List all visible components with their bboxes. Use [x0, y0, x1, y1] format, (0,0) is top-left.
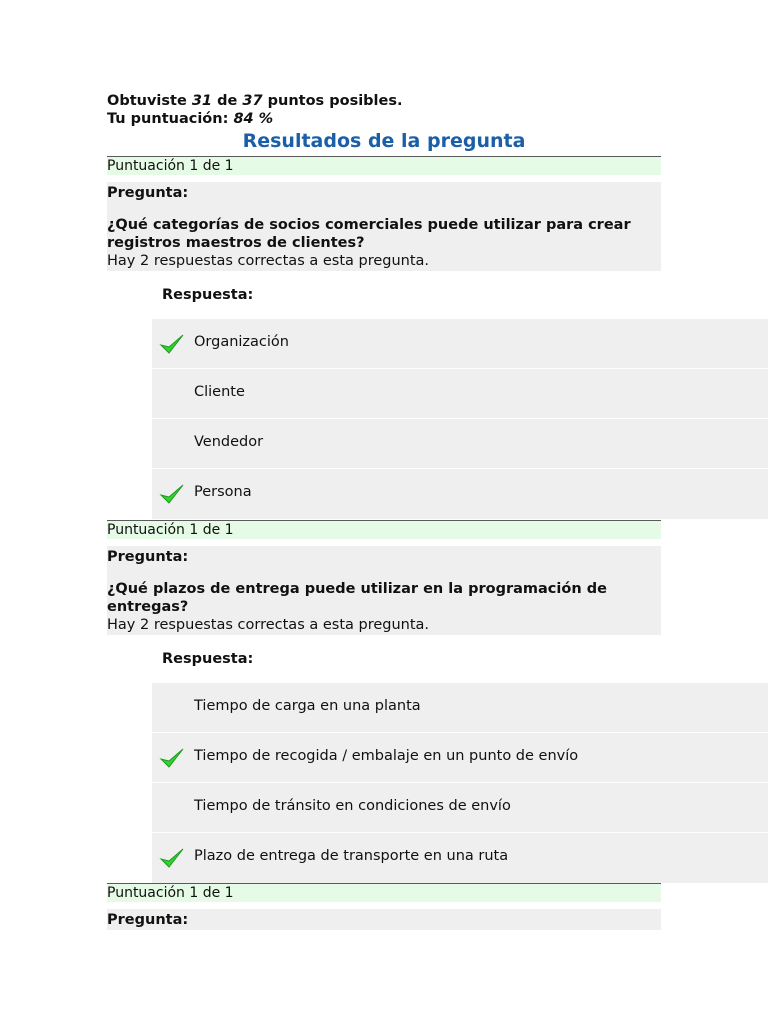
points-line: [107, 92, 667, 110]
score-line: [107, 110, 667, 128]
question-label: Pregunta:: [107, 549, 189, 565]
answer-list: [152, 319, 768, 519]
points-mid: de: [217, 93, 238, 109]
question-note: Hay 2 respuestas correctas a esta pregunta.: [107, 617, 430, 633]
answer-text: Tiempo de carga en una planta: [194, 698, 421, 714]
points-earned: 31: [191, 93, 213, 109]
results-title: Resultados de la pregunta: [242, 130, 526, 152]
points-suffix: puntos posibles.: [267, 93, 403, 109]
answer-text: Organización: [194, 334, 289, 350]
question-score: Puntuación 1 de 1: [107, 156, 661, 175]
answer-option: [152, 783, 768, 833]
question-label: Pregunta:: [107, 185, 189, 201]
answer-option: [152, 369, 768, 419]
question-block: [107, 520, 768, 883]
answer-option: [152, 419, 768, 469]
score-label: Tu puntuación:: [107, 111, 229, 127]
question-block: [107, 883, 661, 930]
question-score: Puntuación 1 de 1: [107, 520, 661, 539]
question-text: ¿Qué plazos de entrega puede utilizar en la programación de entregas?: [107, 581, 607, 615]
question-block: [107, 156, 768, 519]
answer-option: [152, 833, 768, 883]
points-possible: 37: [242, 93, 263, 109]
answer-list: [152, 683, 768, 883]
answer-label: Respuesta:: [162, 287, 254, 303]
score-value: 84 %: [233, 111, 274, 127]
answer-option: [152, 319, 768, 369]
points-prefix: Obtuviste: [107, 93, 187, 109]
answer-option: [152, 733, 768, 783]
check-icon: [159, 745, 185, 771]
question-label: Pregunta:: [107, 912, 189, 928]
question-box: [107, 182, 661, 271]
question-note: Hay 2 respuestas correctas a esta pregunta.: [107, 253, 430, 269]
answer-text: Vendedor: [194, 434, 264, 450]
check-icon: [159, 481, 185, 507]
answer-text: Cliente: [194, 384, 245, 400]
question-box: [107, 546, 661, 635]
answer-option: [152, 683, 768, 733]
answer-text: Persona: [194, 484, 252, 500]
answer-text: Tiempo de tránsito en condiciones de envío: [194, 798, 511, 814]
score-summary: [107, 92, 667, 128]
check-icon: [159, 331, 185, 357]
answer-text: Plazo de entrega de transporte en una ruta: [194, 848, 509, 864]
check-icon: [159, 845, 185, 871]
question-box: [107, 909, 661, 930]
answer-label: Respuesta:: [162, 651, 254, 667]
answer-text: Tiempo de recogida / embalaje en un punto de envío: [194, 748, 579, 764]
question-score: Puntuación 1 de 1: [107, 883, 661, 902]
question-text: ¿Qué categorías de socios comerciales puede utilizar para crear registros maestros de clientes?: [107, 217, 631, 251]
answer-option: [152, 469, 768, 519]
